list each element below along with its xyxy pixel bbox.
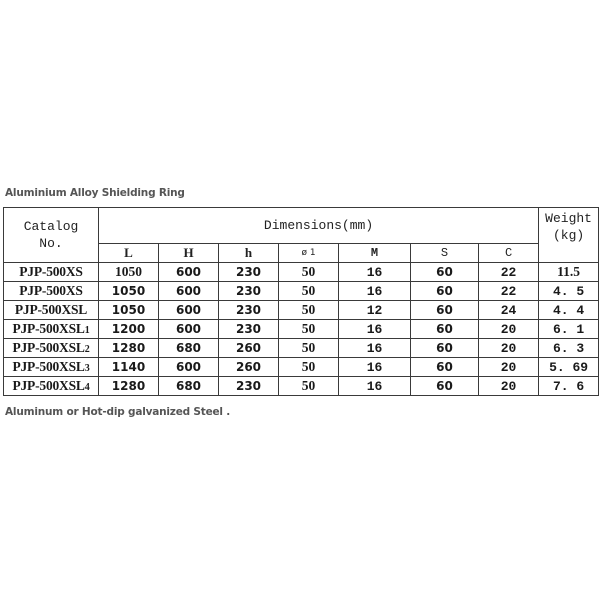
cell-L: 1050 xyxy=(99,282,159,301)
cell-M: 16 xyxy=(339,320,411,339)
cell-weight: 11.5 xyxy=(539,263,599,282)
header-L: L xyxy=(99,244,159,263)
header-row-main xyxy=(4,208,599,244)
cell-H: 600 xyxy=(159,320,219,339)
cell-S: 60 xyxy=(411,358,479,377)
cell-S: 60 xyxy=(411,377,479,396)
cell-C: 22 xyxy=(479,282,539,301)
cell-C: 20 xyxy=(479,377,539,396)
cell-M: 16 xyxy=(339,377,411,396)
cell-M: 16 xyxy=(339,339,411,358)
table-row xyxy=(4,301,599,320)
cell-L: 1200 xyxy=(99,320,159,339)
cell-h: 230 xyxy=(219,263,279,282)
cell-C: 22 xyxy=(479,263,539,282)
header-catalog-line2: No. xyxy=(39,236,63,251)
table-row xyxy=(4,282,599,301)
cell-catalog: PJP-500XS xyxy=(4,263,99,282)
cell-catalog: PJP-500XSL2 xyxy=(4,339,99,358)
header-weight-line2: (kg) xyxy=(552,228,585,243)
cell-C: 20 xyxy=(479,320,539,339)
cell-M: 12 xyxy=(339,301,411,320)
header-catalog xyxy=(4,208,99,263)
cell-weight: 4. 5 xyxy=(539,282,599,301)
header-S: S xyxy=(411,244,479,263)
cell-L: 1280 xyxy=(99,377,159,396)
cell-S: 60 xyxy=(411,320,479,339)
cell-H: 600 xyxy=(159,263,219,282)
cell-S: 60 xyxy=(411,282,479,301)
cell-M: 16 xyxy=(339,358,411,377)
cell-catalog: PJP-500XS xyxy=(4,282,99,301)
cell-L: 1280 xyxy=(99,339,159,358)
cell-h: 260 xyxy=(219,339,279,358)
header-phi1: ø 1 xyxy=(279,244,339,263)
table-row xyxy=(4,339,599,358)
header-weight xyxy=(539,208,599,263)
cell-catalog: PJP-500XSL1 xyxy=(4,320,99,339)
cell-phi1: 50 xyxy=(279,263,339,282)
cell-phi1: 50 xyxy=(279,358,339,377)
cell-phi1: 50 xyxy=(279,301,339,320)
cell-M: 16 xyxy=(339,263,411,282)
cell-L: 1050 xyxy=(99,301,159,320)
table-row xyxy=(4,377,599,396)
header-C: C xyxy=(479,244,539,263)
cell-weight: 4. 4 xyxy=(539,301,599,320)
cell-phi1: 50 xyxy=(279,282,339,301)
cell-phi1: 50 xyxy=(279,377,339,396)
cell-weight: 6. 1 xyxy=(539,320,599,339)
cell-h: 230 xyxy=(219,301,279,320)
header-dimensions: Dimensions(mm) xyxy=(99,208,539,244)
table-row xyxy=(4,320,599,339)
cell-h: 230 xyxy=(219,282,279,301)
spec-table xyxy=(3,207,599,396)
cell-phi1: 50 xyxy=(279,320,339,339)
cell-h: 230 xyxy=(219,377,279,396)
cell-phi1: 50 xyxy=(279,339,339,358)
cell-catalog: PJP-500XSL4 xyxy=(4,377,99,396)
cell-H: 680 xyxy=(159,377,219,396)
cell-C: 20 xyxy=(479,358,539,377)
cell-L: 1050 xyxy=(99,263,159,282)
cell-M: 16 xyxy=(339,282,411,301)
table-row xyxy=(4,358,599,377)
cell-H: 600 xyxy=(159,301,219,320)
cell-S: 60 xyxy=(411,301,479,320)
cell-catalog: PJP-500XSL xyxy=(4,301,99,320)
table-title: Aluminium Alloy Shielding Ring xyxy=(5,187,185,199)
cell-H: 600 xyxy=(159,282,219,301)
header-weight-line1: Weight xyxy=(545,211,592,226)
header-M: M xyxy=(339,244,411,263)
cell-C: 24 xyxy=(479,301,539,320)
cell-weight: 6. 3 xyxy=(539,339,599,358)
cell-L: 1140 xyxy=(99,358,159,377)
cell-H: 680 xyxy=(159,339,219,358)
material-note: Aluminum or Hot-dip galvanized Steel . xyxy=(5,406,231,418)
cell-catalog: PJP-500XSL3 xyxy=(4,358,99,377)
cell-H: 600 xyxy=(159,358,219,377)
cell-S: 60 xyxy=(411,263,479,282)
header-h: h xyxy=(219,244,279,263)
cell-h: 260 xyxy=(219,358,279,377)
cell-h: 230 xyxy=(219,320,279,339)
cell-weight: 5. 69 xyxy=(539,358,599,377)
cell-S: 60 xyxy=(411,339,479,358)
cell-C: 20 xyxy=(479,339,539,358)
header-H: H xyxy=(159,244,219,263)
table-row xyxy=(4,263,599,282)
cell-weight: 7. 6 xyxy=(539,377,599,396)
header-catalog-line1: Catalog xyxy=(23,219,79,234)
